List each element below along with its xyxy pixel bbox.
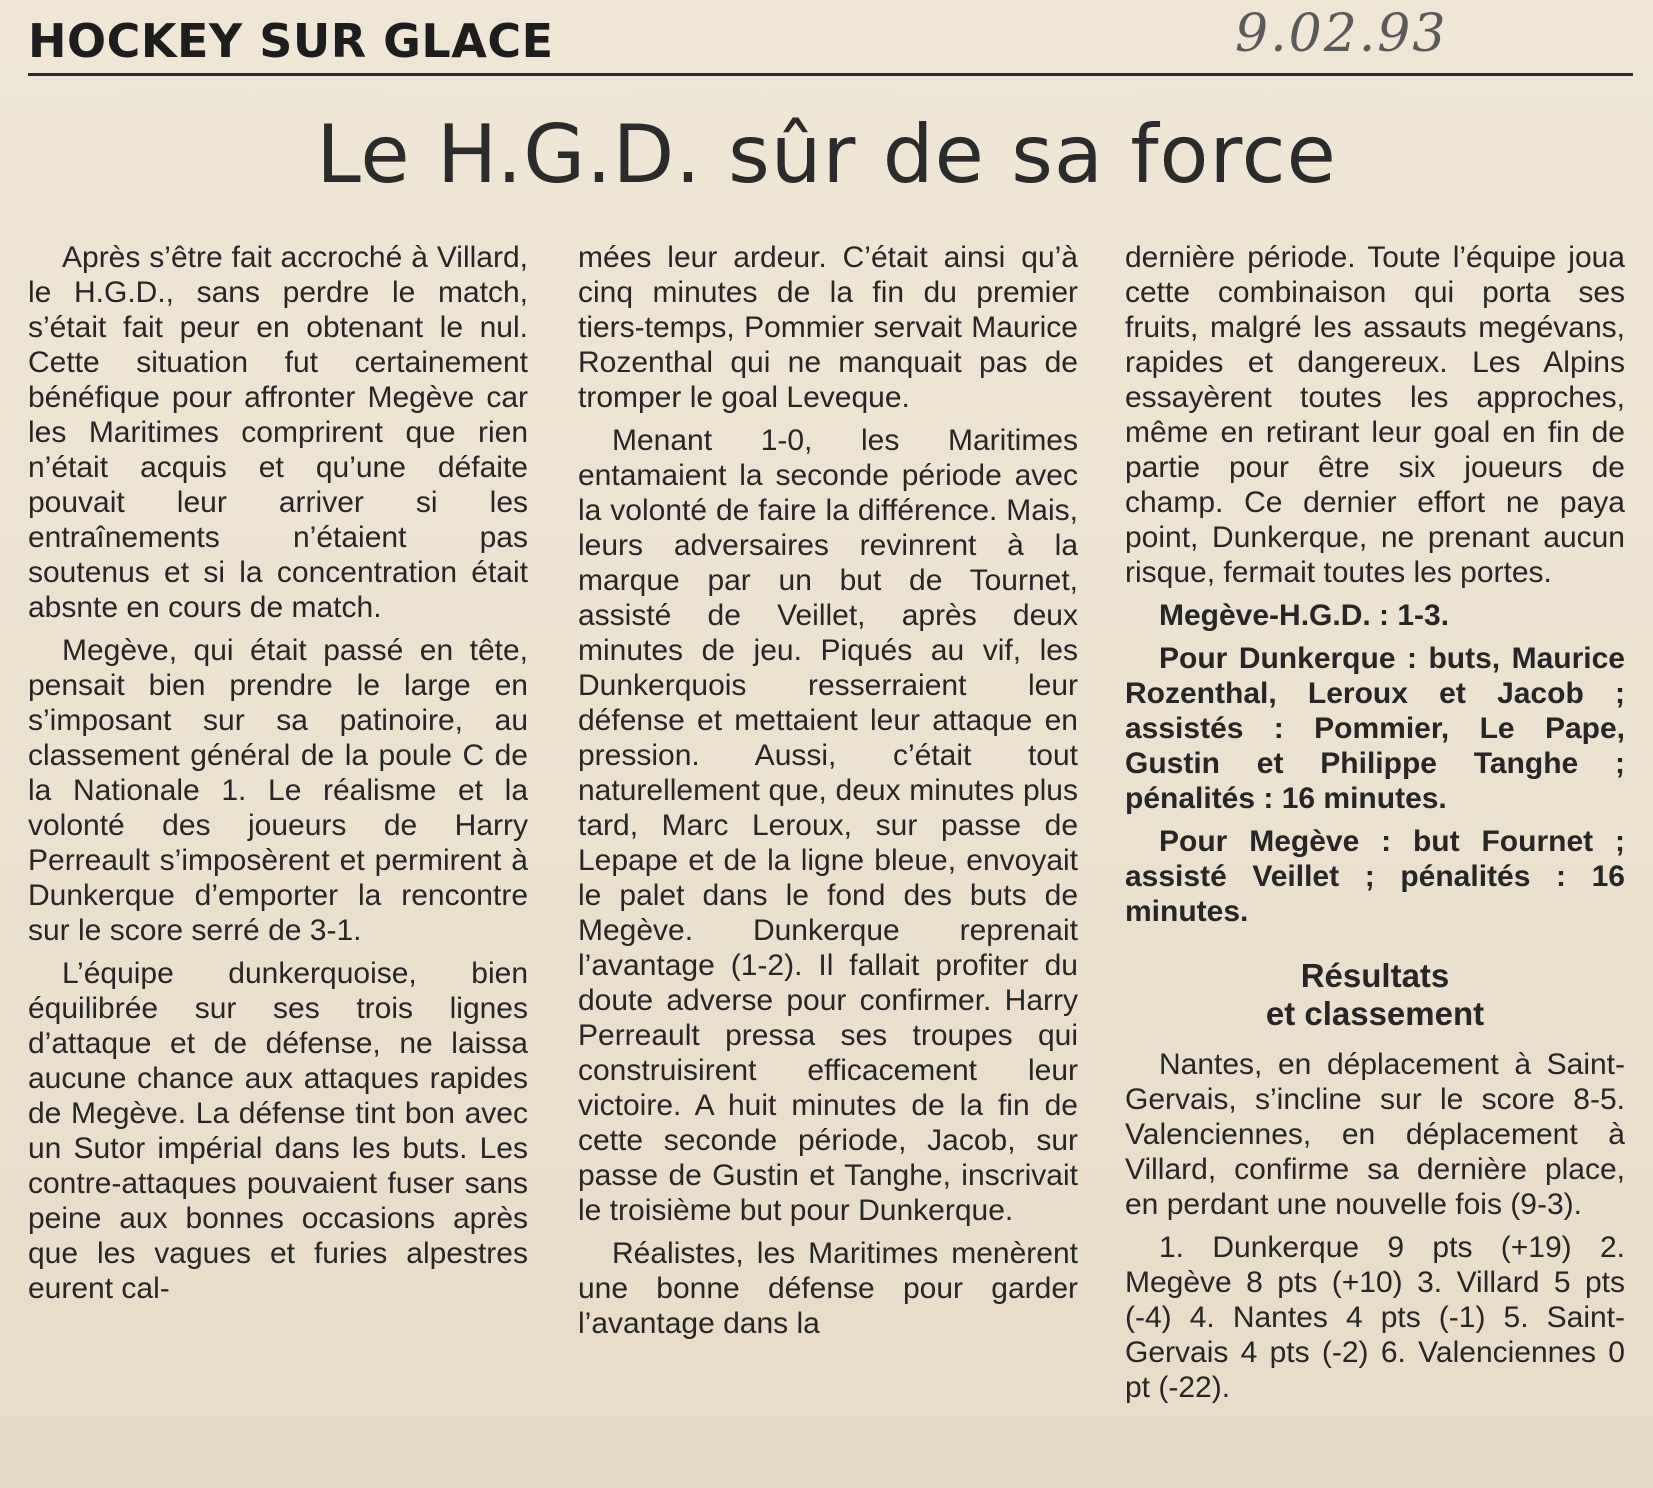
paragraph: dernière période. Toute l’équipe joua cette combinaison qui porta ses fruits, malgré les assauts megévans, rapides et dangereux. Les Alpins essayèrent toutes les approches, même en retirant leur goal en fin de partie pour être six joueurs de champ. Ce dernier effort ne paya point, Dunkerque, ne prenant aucun risque, fermait toutes les portes.	[1125, 241, 1625, 589]
paragraph: Réalistes, les Maritimes menèrent une bonne défense pour garder l’avantage dans la	[578, 1237, 1078, 1340]
section-kicker: HOCKEY SUR GLACE	[28, 14, 554, 68]
paragraph: mées leur ardeur. C’était ainsi qu’à cinq minutes de la fin du premier tiers-temps, Pommier servait Maurice Rozenthal qui ne manquait pas de tromper le goal Leveque.	[578, 241, 1078, 414]
results-subheading	[1125, 957, 1625, 1033]
paragraph: Nantes, en déplacement à Saint-Gervais, s’incline sur le score 8-5. Valenciennes, en déplacement à Villard, confirme sa dernière place, en perdant une nouvelle fois (9-3).	[1125, 1048, 1625, 1221]
megeve-summary: Pour Megève : but Fournet ; assisté Veillet ; pénalités : 16 minutes.	[1125, 825, 1625, 928]
subheading-line-2: et classement	[1265, 995, 1485, 1032]
paragraph: L’équipe dunkerquoise, bien équilibrée sur ses trois lignes d’attaque et de défense, ne laissa aucune chance aux attaques rapides de Megève. La défense tint bon avec un Sutor impérial dans les buts. Les contre-attaques pouvaient fuser sans peine aux bonnes occasions après que les vagues et furies alpestres eurent cal-	[28, 957, 528, 1305]
paragraph: Menant 1-0, les Maritimes entamaient la seconde période avec la volonté de faire la différence. Mais, leurs adversaires revinrent à la marque par un but de Tournet, assisté de Veillet, après deux minutes de jeu. Piqués au vif, les Dunkerquois resserraient leur défense et mettaient leur attaque en pression. Aussi, c’était tout naturellement que, deux minutes plus tard, Marc Leroux, sur passe de Lepape et de la ligne bleue, envoyait le palet dans le fond des buts de Megève. Dunkerque reprenait l’avantage (1-2). Il fallait profiter du doute adverse pour confirmer. Harry Perreault pressa ses troupes qui construisirent efficacement leur victoire. A huit minutes de la fin de cette seconde période, Jacob, sur passe de Gustin et Tanghe, inscrivait le troisième but pour Dunkerque.	[578, 424, 1078, 1227]
column-1	[28, 240, 528, 1314]
section-rule	[28, 73, 1633, 76]
column-2	[578, 240, 1078, 1349]
subheading-line-1: Résultats	[1300, 957, 1450, 994]
score-line: Megève-H.G.D. : 1-3.	[1159, 599, 1450, 632]
standings: 1. Dunkerque 9 pts (+19) 2. Megève 8 pts (+10) 3. Villard 5 pts (-4) 4. Nantes 4 pts (-1) 5. Saint-Gervais 4 pts (-2) 6. Valenciennes 0 pt (-22).	[1125, 1231, 1625, 1404]
handwritten-date: 9.02.93	[1235, 4, 1448, 64]
paragraph: Après s’être fait accroché à Villard, le H.G.D., sans perdre le match, s’était fait peur en obtenant le nul. Cette situation fut certainement bénéfique pour affronter Megève car les Maritimes comprirent que rien n’était acquis et qu’une défaite pouvait leur arriver si les entraînements n’étaient pas soutenus et si la concentration était absnte en cours de match.	[28, 241, 528, 624]
column-3	[1125, 240, 1625, 1413]
dunkerque-summary: Pour Dunkerque : buts, Maurice Rozenthal, Leroux et Jacob ; assistés : Pommier, Le Pape, Gustin et Philippe Tanghe ; pénalités : 16 minutes.	[1125, 642, 1625, 815]
paragraph: Megève, qui était passé en tête, pensait bien prendre le large en s’imposant sur sa patinoire, au classement général de la poule C de la Nationale 1. Le réalisme et la volonté des joueurs de Harry Perreault s’imposèrent et permirent à Dunkerque d’emporter la rencontre sur le score serré de 3-1.	[28, 634, 528, 947]
article-headline: Le H.G.D. sûr de sa force	[316, 108, 1337, 201]
